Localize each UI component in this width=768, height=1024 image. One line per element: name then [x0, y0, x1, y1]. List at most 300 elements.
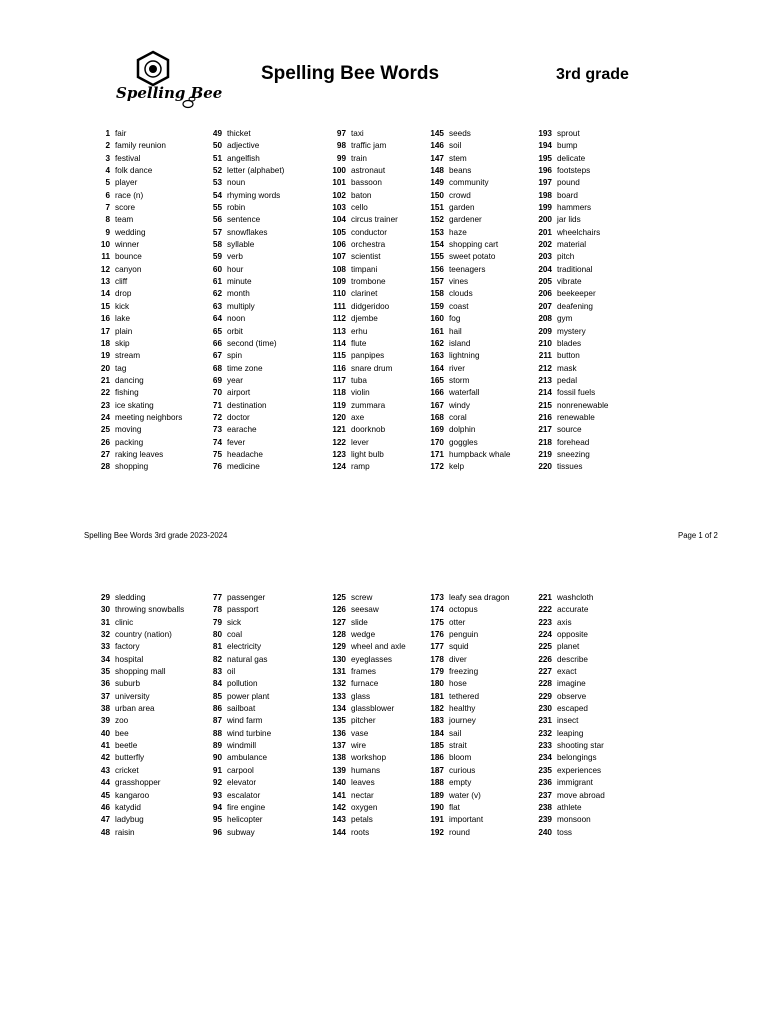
word-text: sneezing [557, 449, 590, 459]
word-text: journey [449, 716, 476, 726]
word-row [96, 412, 182, 424]
word-text: taxi [351, 129, 364, 138]
word-row [326, 350, 398, 362]
word-number: 156 [430, 264, 444, 274]
word-row [206, 165, 284, 177]
word-text: passenger [227, 593, 266, 602]
word-row [206, 592, 271, 604]
word-text: hail [449, 326, 462, 336]
word-text: bounce [115, 252, 142, 262]
word-text: sprout [557, 129, 580, 138]
word-number: 180 [430, 679, 444, 689]
word-text: elevator [227, 778, 257, 788]
word-row [426, 412, 510, 424]
word-number: 187 [430, 765, 444, 775]
word-number: 8 [105, 215, 110, 225]
word-text: deafening [557, 301, 593, 311]
word-row [96, 400, 182, 412]
word-text: material [557, 240, 587, 250]
word-number: 216 [538, 412, 552, 422]
word-number: 159 [430, 301, 444, 311]
word-text: accurate [557, 605, 589, 615]
word-number: 149 [430, 178, 444, 188]
word-number: 75 [212, 449, 222, 459]
word-row [534, 740, 605, 752]
word-row [206, 641, 271, 653]
word-text: imagine [557, 679, 586, 689]
word-text: raisin [115, 827, 135, 837]
word-text: eyeglasses [351, 654, 392, 664]
word-number: 217 [538, 425, 552, 435]
word-text: fever [227, 437, 246, 447]
word-row [534, 449, 608, 461]
word-row [426, 239, 510, 251]
word-text: kick [115, 301, 130, 311]
word-number: 227 [538, 667, 552, 677]
word-text: lake [115, 314, 131, 324]
word-text: bloom [449, 753, 472, 763]
word-row [534, 239, 608, 251]
word-row [534, 814, 605, 826]
word-row [426, 777, 510, 789]
word-number: 66 [212, 338, 222, 348]
footer-title: Spelling Bee Words 3rd grade 2023-2024 [84, 531, 228, 540]
word-row [534, 691, 605, 703]
word-number: 167 [430, 400, 444, 410]
word-number: 53 [212, 178, 222, 188]
word-row [326, 777, 406, 789]
word-text: water (v) [449, 790, 481, 800]
word-number: 197 [538, 178, 552, 188]
word-number: 169 [430, 425, 444, 435]
word-number: 137 [332, 741, 346, 751]
word-row [96, 313, 182, 325]
word-number: 94 [212, 802, 222, 812]
word-number: 81 [212, 642, 222, 652]
word-row [96, 387, 182, 399]
word-text: experiences [557, 765, 602, 775]
word-text: baton [351, 190, 372, 200]
word-row [326, 604, 406, 616]
word-row [326, 802, 406, 814]
word-row [96, 592, 184, 604]
word-row [326, 202, 398, 214]
word-row [96, 703, 184, 715]
word-column [326, 128, 398, 474]
word-number: 61 [212, 277, 222, 287]
word-text: furnace [351, 679, 379, 689]
word-number: 148 [430, 166, 444, 176]
word-row [206, 276, 284, 288]
word-text: multiply [227, 301, 255, 311]
word-number: 11 [101, 252, 110, 262]
word-row [326, 313, 398, 325]
word-row [96, 604, 184, 616]
word-text: seeds [449, 129, 471, 138]
word-row [206, 202, 284, 214]
word-row [426, 140, 510, 152]
word-number: 102 [332, 190, 346, 200]
word-row [534, 412, 608, 424]
word-number: 177 [430, 642, 444, 652]
word-number: 173 [430, 593, 444, 602]
word-text: haze [449, 227, 467, 237]
word-text: lightning [449, 351, 480, 361]
word-row [534, 703, 605, 715]
word-row [206, 604, 271, 616]
word-number: 64 [212, 314, 222, 324]
word-number: 215 [538, 400, 552, 410]
word-text: wind farm [227, 716, 263, 726]
word-row [96, 140, 182, 152]
word-row [206, 703, 271, 715]
word-text: belongings [557, 753, 597, 763]
word-number: 207 [538, 301, 552, 311]
word-number: 147 [430, 153, 444, 163]
word-row [534, 202, 608, 214]
word-number: 91 [212, 765, 222, 775]
word-number: 89 [212, 741, 222, 751]
word-number: 132 [332, 679, 346, 689]
word-number: 238 [538, 802, 552, 812]
word-row [426, 802, 510, 814]
word-text: shooting star [557, 741, 604, 751]
word-row [96, 790, 184, 802]
word-row [426, 276, 510, 288]
word-text: train [351, 153, 367, 163]
word-number: 190 [430, 802, 444, 812]
word-text: family reunion [115, 141, 166, 151]
word-text: subway [227, 827, 255, 837]
word-text: frames [351, 667, 377, 677]
word-number: 1 [105, 129, 110, 138]
word-text: nectar [351, 790, 374, 800]
word-text: island [449, 338, 471, 348]
word-number: 181 [430, 691, 444, 701]
word-number: 182 [430, 704, 444, 714]
word-row [534, 641, 605, 653]
word-text: leafy sea dragon [449, 593, 510, 602]
word-number: 130 [332, 654, 346, 664]
word-text: light bulb [351, 449, 384, 459]
word-row [206, 239, 284, 251]
word-number: 100 [332, 166, 346, 176]
word-text: bump [557, 141, 578, 151]
word-text: traffic jam [351, 141, 387, 151]
word-column [426, 128, 510, 474]
word-number: 170 [430, 437, 444, 447]
word-text: factory [115, 642, 140, 652]
word-number: 88 [212, 728, 222, 738]
word-row [534, 301, 608, 313]
word-row [426, 153, 510, 165]
word-row [326, 814, 406, 826]
word-number: 195 [538, 153, 552, 163]
word-number: 123 [332, 449, 346, 459]
word-text: headache [227, 449, 263, 459]
word-number: 140 [332, 778, 346, 788]
word-text: tag [115, 363, 127, 373]
word-row [96, 449, 182, 461]
word-number: 237 [538, 790, 552, 800]
word-row [206, 387, 284, 399]
word-text: escalator [227, 790, 261, 800]
word-row [326, 752, 406, 764]
word-text: curious [449, 765, 476, 775]
word-column [534, 592, 605, 839]
word-column [534, 128, 608, 474]
word-number: 179 [430, 667, 444, 677]
word-text: cricket [115, 765, 139, 775]
word-text: observe [557, 691, 587, 701]
word-text: kangaroo [115, 790, 150, 800]
word-text: ambulance [227, 753, 268, 763]
word-row [426, 752, 510, 764]
word-number: 118 [332, 388, 346, 398]
word-row [426, 617, 510, 629]
word-text: slide [351, 617, 368, 627]
word-row [426, 666, 510, 678]
word-text: timpani [351, 264, 378, 274]
word-row [326, 326, 398, 338]
word-text: round [449, 827, 470, 837]
word-text: goggles [449, 437, 478, 447]
word-row [326, 449, 398, 461]
word-row [326, 691, 406, 703]
word-row [326, 437, 398, 449]
word-row [326, 666, 406, 678]
grade-label: 3rd grade [556, 66, 629, 83]
word-number: 97 [336, 129, 346, 138]
word-number: 120 [332, 412, 346, 422]
word-row [326, 412, 398, 424]
word-text: pitcher [351, 716, 376, 726]
word-row [326, 338, 398, 350]
word-text: natural gas [227, 654, 268, 664]
word-text: angelfish [227, 153, 260, 163]
word-row [326, 629, 406, 641]
word-number: 112 [332, 314, 346, 324]
word-text: wind turbine [227, 728, 272, 738]
word-text: djembe [351, 314, 378, 324]
word-text: vase [351, 728, 369, 738]
word-row [426, 190, 510, 202]
word-number: 69 [212, 375, 222, 385]
word-row [326, 740, 406, 752]
word-text: tethered [449, 691, 480, 701]
word-row [534, 790, 605, 802]
word-text: washcloth [557, 593, 594, 602]
word-row [534, 227, 608, 239]
word-text: toss [557, 827, 573, 837]
word-number: 126 [332, 605, 346, 615]
word-row [426, 715, 510, 727]
word-row [206, 190, 284, 202]
word-text: orchestra [351, 240, 386, 250]
word-row [534, 629, 605, 641]
word-number: 26 [100, 437, 110, 447]
word-number: 24 [100, 412, 110, 422]
word-row [326, 288, 398, 300]
word-text: humpback whale [449, 449, 511, 459]
word-text: wheel and axle [351, 642, 406, 652]
word-row [326, 153, 398, 165]
word-text: team [115, 215, 134, 225]
word-row [96, 338, 182, 350]
word-number: 199 [538, 203, 552, 213]
word-number: 107 [332, 252, 346, 262]
word-number: 23 [100, 400, 110, 410]
word-text: beetle [115, 741, 138, 751]
word-row [96, 276, 182, 288]
word-number: 143 [332, 815, 346, 825]
word-number: 172 [430, 462, 444, 472]
word-number: 13 [100, 277, 110, 287]
word-text: fair [115, 129, 127, 138]
word-row [206, 338, 284, 350]
word-number: 104 [332, 215, 346, 225]
word-row [534, 437, 608, 449]
word-row [96, 814, 184, 826]
word-number: 224 [538, 630, 552, 640]
word-text: sentence [227, 215, 261, 225]
word-number: 184 [430, 728, 444, 738]
word-number: 77 [212, 593, 222, 602]
word-column [96, 592, 184, 839]
word-row [326, 227, 398, 239]
word-number: 230 [538, 704, 552, 714]
word-text: important [449, 815, 484, 825]
word-text: glassblower [351, 704, 395, 714]
word-text: plain [115, 326, 133, 336]
word-number: 70 [212, 388, 222, 398]
word-text: athlete [557, 802, 582, 812]
word-text: pedal [557, 375, 578, 385]
word-number: 106 [332, 240, 346, 250]
word-row [96, 424, 182, 436]
word-number: 165 [430, 375, 444, 385]
word-text: storm [449, 375, 470, 385]
word-number: 20 [100, 363, 110, 373]
word-row [534, 190, 608, 202]
word-text: gym [557, 314, 573, 324]
word-number: 21 [100, 375, 110, 385]
word-row [96, 641, 184, 653]
word-row [534, 461, 608, 473]
word-text: penguin [449, 630, 479, 640]
word-text: rhyming words [227, 190, 281, 200]
word-row [206, 629, 271, 641]
word-number: 128 [332, 630, 346, 640]
word-number: 176 [430, 630, 444, 640]
word-number: 5 [105, 178, 110, 188]
word-text: score [115, 203, 136, 213]
word-row [534, 752, 605, 764]
word-number: 175 [430, 617, 444, 627]
word-text: workshop [351, 753, 387, 763]
word-number: 222 [538, 605, 552, 615]
word-number: 204 [538, 264, 552, 274]
word-number: 210 [538, 338, 552, 348]
word-number: 31 [100, 617, 110, 627]
word-row [326, 461, 398, 473]
word-row [534, 214, 608, 226]
word-text: fossil fuels [557, 388, 596, 398]
word-number: 54 [212, 190, 222, 200]
word-text: humans [351, 765, 381, 775]
word-text: snowflakes [227, 227, 268, 237]
word-row [534, 153, 608, 165]
word-row [206, 177, 284, 189]
word-row [426, 790, 510, 802]
word-text: mystery [557, 326, 586, 336]
word-text: electricity [227, 642, 262, 652]
word-number: 185 [430, 741, 444, 751]
word-text: conductor [351, 227, 387, 237]
word-text: zummara [351, 400, 386, 410]
word-number: 48 [100, 827, 110, 837]
word-number: 194 [538, 141, 552, 151]
word-row [426, 691, 510, 703]
word-number: 57 [212, 227, 222, 237]
word-row [326, 239, 398, 251]
word-text: erhu [351, 326, 368, 336]
word-row [96, 765, 184, 777]
word-row [206, 765, 271, 777]
word-row [96, 214, 182, 226]
word-number: 131 [332, 667, 346, 677]
word-row [426, 424, 510, 436]
word-row [206, 461, 284, 473]
word-text: cello [351, 203, 368, 213]
word-number: 76 [212, 462, 222, 472]
word-text: raking leaves [115, 449, 164, 459]
word-text: butterfly [115, 753, 145, 763]
word-number: 219 [538, 449, 552, 459]
word-number: 226 [538, 654, 552, 664]
word-text: jar lids [557, 215, 581, 225]
word-number: 213 [538, 375, 552, 385]
word-number: 154 [430, 240, 444, 250]
word-number: 225 [538, 642, 552, 652]
word-text: roots [351, 827, 370, 837]
word-number: 40 [100, 728, 110, 738]
word-number: 83 [212, 667, 222, 677]
word-text: stream [115, 351, 141, 361]
word-number: 200 [538, 215, 552, 225]
word-number: 44 [100, 778, 110, 788]
word-number: 138 [332, 753, 346, 763]
word-number: 150 [430, 190, 444, 200]
word-text: wedding [115, 227, 146, 237]
word-number: 78 [212, 605, 222, 615]
word-number: 12 [100, 264, 110, 274]
page-number: Page 1 of 2 [678, 531, 718, 540]
word-row [96, 239, 182, 251]
word-row [206, 326, 284, 338]
word-row [206, 214, 284, 226]
word-number: 236 [538, 778, 552, 788]
word-row [96, 752, 184, 764]
word-row [206, 153, 284, 165]
word-text: university [115, 691, 150, 701]
word-text: hose [449, 679, 467, 689]
word-text: fire engine [227, 802, 266, 812]
word-row [96, 288, 182, 300]
word-number: 174 [430, 605, 444, 615]
word-number: 157 [430, 277, 444, 287]
word-text: ladybug [115, 815, 144, 825]
